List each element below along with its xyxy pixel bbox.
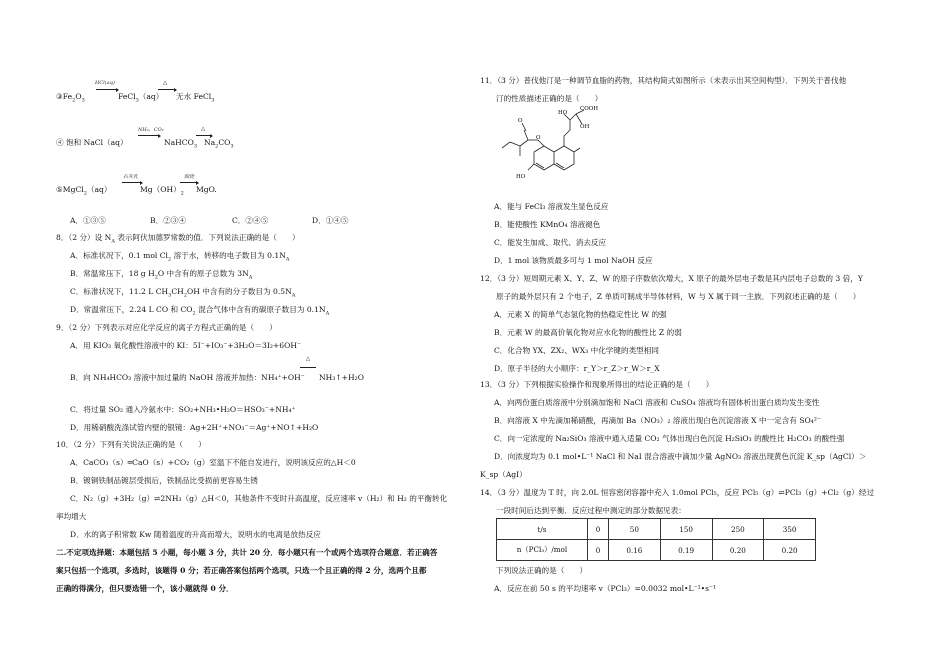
- reaction-arrow: [196, 135, 212, 136]
- table-cell: 0: [588, 519, 609, 540]
- q12-option-c[interactable]: C．化合物 YX、ZX₂、WX₃ 中化学键的类型相同: [494, 346, 659, 355]
- table-cell: 0: [588, 540, 609, 561]
- q10-option-a[interactable]: A．CaCO₃（s）═CaO（s）+CO₂（g）室温下不能自发进行，说明该反应的△H＜0: [70, 458, 356, 467]
- q14-stem: 14．（3 分）温度为 T 时，向 2.0L 恒容密闭容器中充入 1.0mol PCl₅，反应 PCl₅（g）⇌PCl₃（g）+Cl₂（g）经过: [480, 488, 875, 497]
- q13-option-b[interactable]: B．向溶液 X 中先滴加稀硝酸，再滴加 Ba（NO₃）₂ 溶液出现白色沉淀溶液 X 中一定含有 SO₄²⁻: [494, 416, 821, 425]
- label-cooh: COOH: [580, 106, 599, 112]
- q13-option-d-cont: K_sp（AgI）: [480, 470, 527, 479]
- q14-stem-cont: 一段时间后达到平衡．反应过程中测定的部分数据见表：: [496, 506, 686, 515]
- table-cell: 0.20: [764, 540, 816, 561]
- q12-option-a[interactable]: A．元素 X 的简单气态氢化物的热稳定性比 W 的强: [494, 310, 667, 319]
- q11-option-d[interactable]: D．1 mol 该物质最多可与 1 mol NaOH 反应: [494, 256, 653, 265]
- q12-stem: 12．（3 分）短周期元素 X、Y、Z、W 的原子序数依次增大，X 原子的最外层电子数是其内层电子总数的 3 倍，Y: [480, 274, 863, 283]
- pravastatin-structure: [492, 106, 602, 190]
- table-row: [497, 540, 816, 561]
- section-heading-line: 正确的得满分，但只要选错一个，该小题就得 0 分．: [56, 584, 234, 593]
- q8-option-a[interactable]: A．标准状况下，0.1 mol $Cl_2$ 溶于水，转移的电子数目为 $0.1N_A$: [70, 251, 290, 263]
- table-cell: 250: [712, 519, 764, 540]
- option-a[interactable]: A．①③⑤: [70, 216, 106, 225]
- table-cell: 350: [764, 519, 816, 540]
- label-o: O: [518, 118, 523, 124]
- heat-symbol: △: [201, 126, 206, 132]
- label-oh: OH: [580, 124, 590, 130]
- option-c[interactable]: C．②④⑤: [232, 216, 269, 225]
- q12-option-d[interactable]: D．原子半径的大小顺序：r_Y＞r_Z＞r_W＞r_X: [494, 364, 660, 373]
- section-heading: 二.不定项选择题：本题包括 5 小题，每小题 3 分，共计 20 分．每小题只有一个或两个选项符合题意．若正确答: [56, 548, 438, 557]
- q9-option-b[interactable]: B．向 NH₄HCO₃ 溶液中加过量的 NaOH 溶液并加热：NH₄⁺+OH⁻ NH₃↑+H₂O: [70, 373, 364, 382]
- q10-option-c[interactable]: C．N₂（g）+3H₂（g）⇌2NH₃（g）△H＜0，其他条件不变时升高温度，反应速率 v（H₂）和 H₂ 的平衡转化: [70, 494, 448, 503]
- item-4: ④ 饱和 NaCl（aq） NaHCO$_3$ $Na_2CO_3$: [56, 138, 234, 150]
- q10-option-b[interactable]: B．镀铜铁制品镀层受损后，铁制品比受损前更容易生锈: [70, 476, 258, 485]
- table-row: [497, 519, 816, 540]
- q11-option-b[interactable]: B．能使酸性 KMnO₄ 溶液褪色: [494, 220, 601, 229]
- q14-option-a[interactable]: A．反应在前 50 s 的平均速率 v（PCl₃）=0.0032 mol•L⁻¹•s⁻¹: [494, 584, 717, 593]
- q8-stem: 8．（2 分）设 $N_A$ 表示阿伏加德罗常数的值．下列说法正确的是（ ）: [56, 233, 300, 245]
- label-ho: HO: [558, 110, 568, 116]
- option-d[interactable]: D．①④⑤: [312, 216, 349, 225]
- table-cell: 150: [660, 519, 712, 540]
- q10-option-d[interactable]: D．水的离子积常数 Kw 随着温度的升高而增大，说明水的电离是放热反应: [70, 530, 321, 539]
- table-cell: t/s: [497, 519, 588, 540]
- q11-stem: 11．（3 分）普伐他汀是一种调节血脂的药物，其结构简式如图所示（未表示出其空间构型）．下列关于普伐他: [480, 76, 847, 85]
- reaction-arrow: [138, 135, 160, 136]
- table-cell: 0.16: [609, 540, 661, 561]
- table-cell: 0.19: [660, 540, 712, 561]
- reaction-reagent: 煅烧: [184, 174, 195, 180]
- q10-stem: 10．（2 分）下列有关说法正确的是（ ）: [56, 440, 206, 449]
- reaction-arrow: [96, 89, 118, 90]
- heat-symbol: △: [306, 356, 311, 362]
- heat-symbol: △: [163, 80, 168, 86]
- reaction-arrow: [158, 89, 176, 90]
- q13-option-d[interactable]: D．向浓度均为 0.1 mol•L⁻¹ NaCl 和 NaI 混合溶液中滴加少量 AgNO₃ 溶液出现黄色沉淀 K_sp（AgCl）＞: [494, 452, 867, 461]
- section-heading-line: 案只包括一个选项，多选时，该题得 0 分；若正确答案包括两个选项，只选一个且正确的得 2 分，选两个且都: [56, 566, 427, 575]
- q9-option-a[interactable]: A．用 KIO₃ 氧化酸性溶液中的 KI：5I⁻+IO₃⁻+3H₂O＝3I₂+6OH⁻: [70, 341, 301, 350]
- q8-option-d[interactable]: D．常温常压下，2.24 L CO 和 $CO_2$ 混合气体中含有的碳原子数目为 $0.1N_A$: [70, 305, 330, 317]
- q12-stem-cont: 原子的最外层只有 2 个电子，Z 单质可制成半导体材料，W 与 X 属于同一主族．下列叙述正确的是（ ）: [496, 292, 861, 301]
- q11-option-a[interactable]: A．能与 FeCl₃ 溶液发生显色反应: [494, 202, 609, 211]
- q9-stem: 9．（2 分）下列表示对应化学反应的离子方程式正确的是（ ）: [56, 323, 277, 332]
- q8-option-c[interactable]: C．标准状况下，11.2 L $CH_3CH_2OH$ 中含有的分子数目为 $0.5N_A$: [70, 287, 296, 299]
- q11-option-c[interactable]: C．能发生加成、取代、消去反应: [494, 238, 607, 247]
- reaction-reagent: HCl(aq): [95, 80, 115, 86]
- reaction-reagent: 石灰乳: [123, 174, 139, 180]
- option-b[interactable]: B．②③④: [150, 216, 186, 225]
- q14-prompt: 下列说法正确的是（ ）: [496, 566, 588, 575]
- q12-option-b[interactable]: B．元素 W 的最高价氧化物对应水化物的酸性比 Z 的弱: [494, 328, 682, 337]
- equation-bar: [300, 367, 316, 368]
- item-5: ⑤MgCl$_2$（aq） $Mg(OH)_2$ MgO.: [56, 185, 217, 197]
- label-o: O: [536, 135, 541, 141]
- table-cell: 0.20: [712, 540, 764, 561]
- table-cell: 50: [609, 519, 661, 540]
- q13-stem: 13．（3 分）下列根据实验操作和现象所得出的结论正确的是（ ）: [480, 380, 714, 389]
- reaction-arrow: [122, 182, 142, 183]
- q9-option-d[interactable]: D．用稀硝酸洗涤试管内壁的银镜：Ag+2H⁺+NO₃⁻＝Ag⁺+NO↑+H₂O: [70, 423, 319, 432]
- reaction-arrow: [180, 182, 198, 183]
- q13-option-a[interactable]: A．向两份蛋白质溶液中分别滴加饱和 NaCl 溶液和 CuSO₄ 溶液均有固体析出蛋白质均发生变性: [494, 398, 820, 407]
- label-ho: HO: [516, 174, 526, 180]
- table-cell: n（PCl₃）/mol: [497, 540, 588, 561]
- q8-option-b[interactable]: B．常温常压下，18 g $H_2O$ 中含有的原子总数为 $3N_A$: [70, 269, 253, 281]
- q13-option-c[interactable]: C．向一定浓度的 Na₂SiO₃ 溶液中通入适量 CO₂ 气体出现白色沉淀 H₂SiO₃ 的酸性比 H₂CO₃ 的酸性强: [494, 434, 845, 443]
- reaction-reagent: NH₃、CO₂: [138, 127, 164, 133]
- q9-option-c[interactable]: C．将过量 SO₂ 通入冷氨水中：SO₂+NH₃•H₂O＝HSO₃⁻+NH₄⁺: [70, 405, 296, 414]
- item-3: $③Fe_2O_3$ FeCl$_3$（aq） 无水 FeCl$_3$: [56, 92, 215, 104]
- data-table: [496, 518, 816, 561]
- q11-stem-cont: 汀的性质描述正确的是（ ）: [496, 94, 603, 103]
- q10-option-c-cont: 率均增大: [56, 512, 87, 521]
